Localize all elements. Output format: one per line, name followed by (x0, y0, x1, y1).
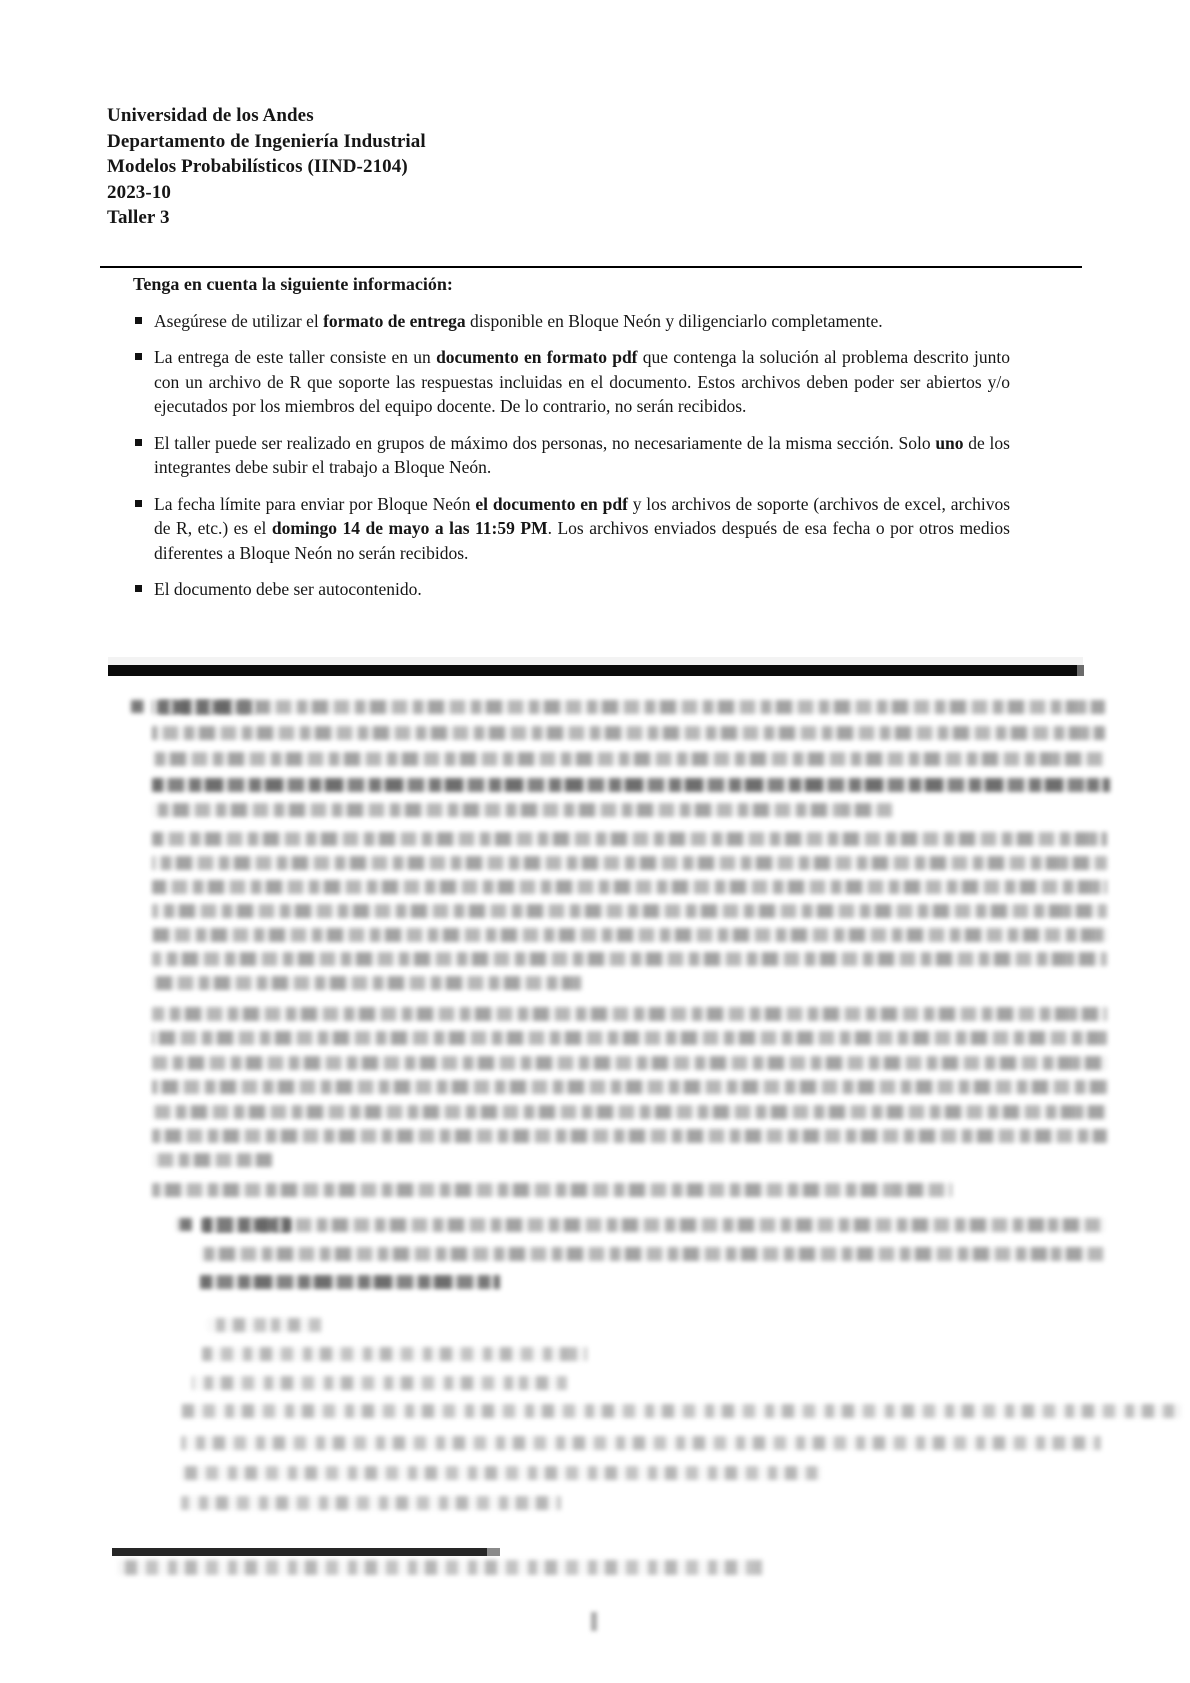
redacted-text-line (152, 1031, 1107, 1045)
redacted-text-line (152, 1007, 1107, 1021)
text-run: La fecha límite para enviar por Bloque Neón (154, 493, 476, 514)
bullet-square-icon (135, 353, 142, 360)
header-university: Universidad de los Andes (107, 105, 314, 126)
redacted-text-line (152, 1129, 1107, 1143)
redacted-equation-line (192, 1376, 567, 1390)
redacted-equation-line (181, 1466, 821, 1480)
info-heading: Tenga en cuenta la siguiente información: (133, 274, 453, 294)
text-run: de los integrantes debe subir el trabajo a Bloque Neón. (154, 432, 1010, 477)
redacted-subitem-marker (176, 1218, 192, 1231)
redacted-text-line (152, 778, 1110, 792)
redacted-text-line (152, 952, 1107, 966)
bullet-square-icon (135, 439, 142, 446)
redacted-text-line (152, 803, 892, 817)
redacted-text-line (152, 928, 1107, 942)
text-run: . Los archivos enviados después de esa fecha o por otros medios diferentes a Bloque Neón no serán recibidos. (154, 518, 1010, 563)
redacted-text-line (152, 856, 1107, 870)
redacted-text-line (152, 1105, 1107, 1119)
text-run: que contenga la solución al problema descrito junto con un archivo de R que soporte las respuestas incluidas en el documento. Estos archivos deben poder ser abiertos y/o ejecutados por los miembros del equipo docente. De lo contrario, no serán recibidos. (154, 347, 1010, 416)
bullet-entrega-pdf (133, 345, 1010, 419)
bold-text-run: domingo 14 de mayo a las 11:59 PM (271, 518, 548, 538)
redaction-bar-endcap (1077, 665, 1084, 676)
header-assignment: Taller 3 (107, 207, 170, 228)
bullet-fecha-limite (133, 492, 1010, 566)
redacted-text-line (152, 1153, 272, 1167)
bold-text-run: uno (935, 432, 964, 453)
redacted-text-line (152, 700, 1105, 714)
redacted-equation-line (181, 1496, 561, 1510)
redacted-text-line (152, 1183, 952, 1197)
redacted-equation-line (207, 1318, 322, 1332)
bullet-text (154, 347, 1010, 416)
redacted-text-line (152, 880, 1107, 894)
bullet-square-icon (135, 585, 142, 592)
redaction-bar-highlight (108, 657, 1083, 665)
bold-text-run: formato de entrega (323, 310, 466, 331)
redacted-equation-line (181, 1404, 1181, 1418)
text-run: El taller puede ser realizado en grupos de máximo dos personas, no necesariamente de la misma sección. Solo (154, 432, 936, 453)
horizontal-rule (100, 266, 1082, 268)
redacted-text-line (200, 1275, 500, 1289)
redacted-footnote-line (118, 1560, 763, 1575)
bold-text-run: el documento en pdf (475, 493, 628, 514)
redacted-text-line (200, 1247, 1105, 1261)
text-run: disponible en Bloque Neón y diligenciarlo completamente. (465, 310, 883, 331)
bullet-square-icon (135, 317, 142, 324)
bullet-text (154, 579, 422, 599)
redacted-text-line (152, 976, 582, 990)
redacted-text-line (152, 752, 1105, 766)
bullet-autocontenido (133, 577, 1010, 602)
redacted-text-line (152, 1080, 1107, 1094)
footnote-redaction-bar (112, 1548, 487, 1556)
text-run: y los archivos de soporte (archivos de excel, archivos de R, etc.) es el (154, 493, 1010, 538)
redacted-text-line (152, 726, 1105, 740)
redacted-text-line (152, 1056, 1107, 1070)
redacted-text-line (152, 904, 1107, 918)
info-bullet-list (133, 309, 1010, 602)
redacted-item-number (131, 700, 145, 713)
redaction-bar (108, 665, 1077, 676)
text-run: La entrega de este taller consiste en un (154, 347, 437, 367)
footnote-redaction-bar-endcap (487, 1548, 500, 1556)
redacted-points-label (155, 700, 255, 714)
text-run: Asegúrese de utilizar el (154, 310, 324, 331)
header-term: 2023-10 (107, 181, 172, 203)
page-number-blurred (591, 1612, 597, 1631)
bullet-text (154, 494, 1010, 563)
document-header (107, 103, 426, 231)
redacted-equation-line (202, 1347, 587, 1361)
redacted-equation-line (181, 1436, 1101, 1450)
header-department: Departamento de Ingeniería Industrial (107, 130, 426, 152)
redacted-text-line (200, 1218, 1105, 1232)
bullet-formato-entrega (133, 309, 1010, 334)
text-run: El documento debe ser autocontenido. (154, 579, 422, 599)
redacted-points-label (203, 1218, 291, 1232)
bold-text-run: documento en formato pdf (436, 347, 638, 367)
redacted-text-line (152, 832, 1107, 846)
bullet-text (154, 311, 883, 331)
bullet-square-icon (135, 500, 142, 507)
info-section (133, 272, 1010, 602)
header-course: Modelos Probabilísticos (IIND-2104) (107, 156, 408, 177)
bullet-grupos (133, 431, 1010, 480)
bullet-text (154, 433, 1010, 478)
